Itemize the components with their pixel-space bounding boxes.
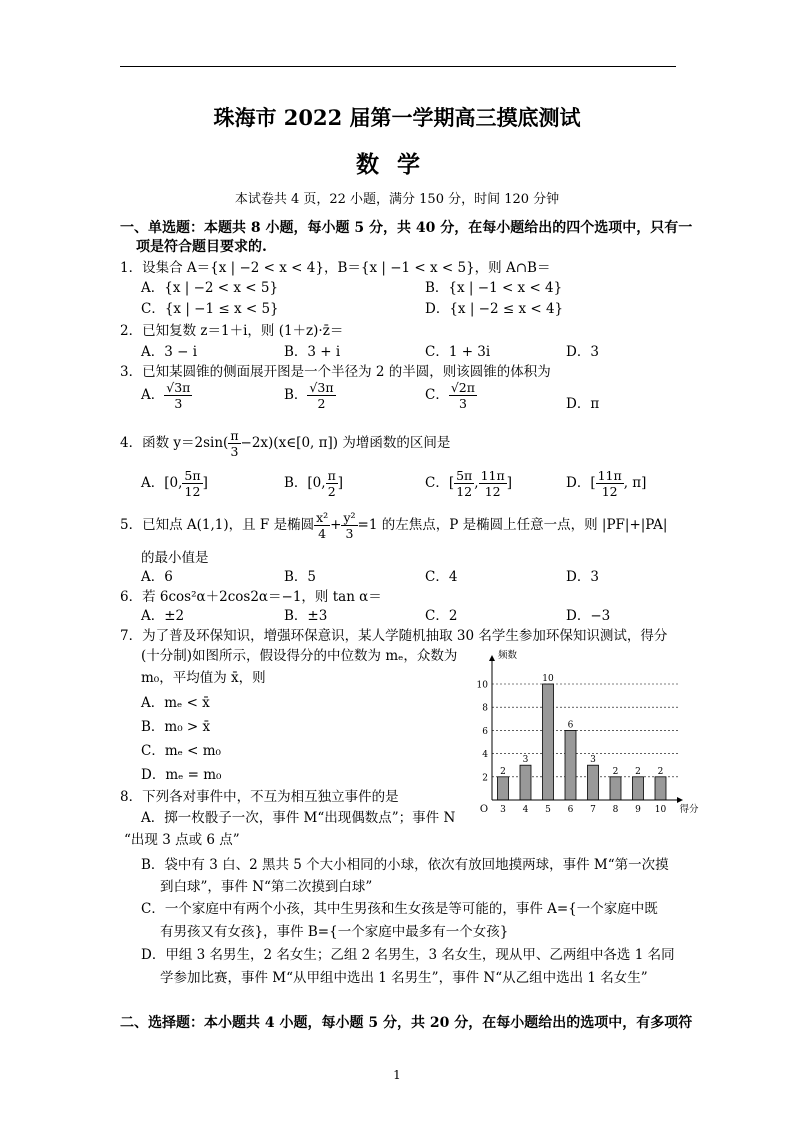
y-tick-8: 8 [482, 703, 488, 714]
bar-3 [498, 777, 509, 800]
q5-option-b: B．5 [284, 569, 317, 585]
q7-line1: 7．为了普及环保知识，增强环保意识，某人学随机抽取 30 名学生参加环保知识测试，得分 [120, 628, 668, 644]
q3-option-a: A． $\frac{√3\pi}{3}$ [141, 380, 191, 411]
y-axis-arrow [489, 655, 495, 661]
bar-label-6: 6 [567, 720, 574, 731]
q2-option-a: A．3 − i [141, 344, 198, 360]
bar-9 [633, 777, 644, 800]
q7-option-d: D．mₑ = m₀ [141, 767, 222, 783]
bar-label-7: 3 [590, 755, 596, 766]
x-tick-4: 4 [522, 805, 529, 815]
q1-option-d: D．{x | −2 ≤ x < 4} [425, 301, 564, 317]
x-axis-arrow [677, 797, 683, 803]
x-tick-5: 5 [545, 805, 551, 815]
q4-option-d: D．[ $\frac{11\pi}{12}$ , π] [566, 468, 647, 499]
q7-option-b: B．m₀ > x̄ [141, 719, 211, 735]
bar-4 [520, 765, 531, 800]
page-number: 1 [393, 1068, 401, 1082]
bar-label-8: 2 [612, 766, 619, 777]
q6-option-a: A．±2 [141, 608, 185, 624]
x-tick-9: 9 [635, 805, 641, 815]
y-tick-4: 4 [482, 750, 488, 761]
q2-option-c: C．1 + 3i [425, 344, 491, 360]
q3-stem: 3．已知某圆锥的侧面展开图是一个半径为 2 的半圆，则该圆锥的体积为 [120, 364, 551, 380]
q6-stem: 6．若 6cos²α＋2cos2α＝−1，则 tan α＝ [120, 589, 382, 605]
exam-info: 本试卷共 4 页，22 小题，满分 150 分，时间 120 分钟 [234, 192, 560, 207]
q4-option-a: A．[0, $\frac{5\pi}{12}$ ] [141, 468, 208, 499]
top-rule [120, 66, 676, 67]
subject-title: 数学 [356, 151, 438, 178]
bar-6 [565, 730, 576, 800]
q1-option-c: C．{x | −1 ≤ x < 5} [141, 301, 279, 317]
q8-option-c-line2: 有男孩又有女孩}，事件 B={一个家庭中最多有一个女孩} [160, 924, 509, 940]
q1-option-b: B．{x | −1 < x < 4} [425, 280, 563, 296]
q8-option-d-line1: D．甲组 3 名男生，2 名女生；乙组 2 名男生，3 名女生，现从甲、乙两组中各选 1 名同 [141, 947, 675, 963]
q5-stem: 5．已知点 A(1,1)，且 F 是椭圆 $\frac{\text{x²}}{4}$ + $\frac{\text{y²}}{3}$ =1 的左焦点，P 是椭圆上任意一点，则 |PF|+|PA| [120, 510, 668, 541]
q3-option-c: C． $\frac{√2\pi}{3}$ [425, 380, 475, 411]
q7-line3: m₀，平均值为 x̄，则 [141, 670, 266, 686]
q3-option-b: B． $\frac{√3\pi}{2}$ [284, 380, 334, 411]
q5-option-c: C．4 [425, 569, 458, 585]
q8-option-b-line2: 到白球”，事件 N“第二次摸到白球” [160, 879, 373, 895]
bar-7 [588, 765, 599, 800]
q8-option-d-line2: 学参加比赛，事件 M“从甲组中选出 1 名男生”，事件 N“从乙组中选出 1 名女生” [160, 970, 648, 986]
section1-heading-line1: 一、单选题：本题共 8 小题，每小题 5 分，共 40 分，在每小题给出的四个选项中，只有一 [120, 220, 693, 236]
bar-label-10: 2 [657, 766, 664, 777]
x-tick-8: 8 [612, 805, 619, 815]
bar-5 [543, 684, 554, 800]
bar-label-4: 3 [522, 755, 529, 766]
y-tick-6: 6 [482, 726, 488, 737]
q5-stem-line2: 的最小值是 [141, 550, 209, 566]
x-tick-7: 7 [590, 805, 596, 815]
q7-option-a: A．mₑ < x̄ [141, 695, 210, 711]
q6-option-d: D．−3 [566, 608, 611, 624]
exam-title: 珠海市 2022 届第一学期高三摸底测试 [213, 105, 581, 130]
q2-option-d: D．3 [566, 344, 599, 360]
q2-stem: 2．已知复数 z＝1＋i，则 (1＋z)·z̄＝ [120, 323, 344, 339]
q4-option-b: B．[0, $\frac{\pi}{2}$ ] [284, 468, 344, 499]
bar-8 [610, 777, 621, 800]
x-tick-3: 3 [500, 805, 506, 815]
q7-line2: (十分制)如图所示，假设得分的中位数为 mₑ，众数为 [141, 648, 458, 664]
x-tick-6: 6 [567, 805, 574, 815]
q8-option-a-line2: “出现 3 点或 6 点” [124, 832, 240, 848]
q1-option-a: A．{x | −2 < x < 5} [141, 280, 279, 296]
q8-option-b-line1: B．袋中有 3 白、2 黑共 5 个大小相同的小球，依次有放回地摸两球，事件 M“第一次摸 [141, 857, 669, 873]
q6-option-c: C．2 [425, 608, 458, 624]
y-tick-10: 10 [476, 680, 488, 691]
q8-option-c-line1: C．一个家庭中有两个小孩，其中生男孩和生女孩是等可能的，事件 A={一个家庭中既 [141, 901, 658, 917]
bar-label-9: 2 [635, 766, 641, 777]
q5-option-d: D．3 [566, 569, 599, 585]
y-tick-2: 2 [482, 773, 488, 784]
y-axis-label: 频数 [498, 650, 518, 661]
q1-stem: 1．设集合 A＝{x | −2 < x < 4}，B＝{x | −1 < x < 5}，则 A∩B＝ [120, 260, 551, 276]
q4-option-c: C．[ $\frac{5\pi}{12}$ , $\frac{11\pi}{12}$ ] [425, 468, 512, 499]
origin-label: O [479, 804, 489, 815]
bar-label-5: 10 [542, 674, 554, 684]
score-frequency-chart [470, 648, 700, 818]
q8-option-a-line1: A．掷一枚骰子一次，事件 M“出现偶数点”；事件 N [141, 810, 456, 826]
q3-option-d: D．π [566, 396, 600, 412]
q6-option-b: B．±3 [284, 608, 328, 624]
bar-10 [655, 777, 666, 800]
q5-option-a: A．6 [141, 569, 173, 585]
bar-label-3: 2 [500, 766, 506, 777]
q2-option-b: B．3 + i [284, 344, 341, 360]
q4-stem: 4．函数 y＝2sin( $\frac{\pi}{3}$ −2x)(x∈[0, π]) 为增函数的区间是 [120, 428, 451, 459]
section1-heading-line2: 项是符合题目要求的. [136, 239, 267, 255]
q7-option-c: C．mₑ < m₀ [141, 743, 221, 759]
section2-heading: 二、选择题：本小题共 4 小题，每小题 5 分，共 20 分，在每小题给出的选项中，有多项符 [120, 1015, 693, 1031]
x-axis-label: 得分 [679, 804, 699, 815]
x-tick-10: 10 [654, 805, 667, 815]
q8-stem: 8．下列各对事件中，不互为相互独立事件的是 [120, 789, 399, 805]
